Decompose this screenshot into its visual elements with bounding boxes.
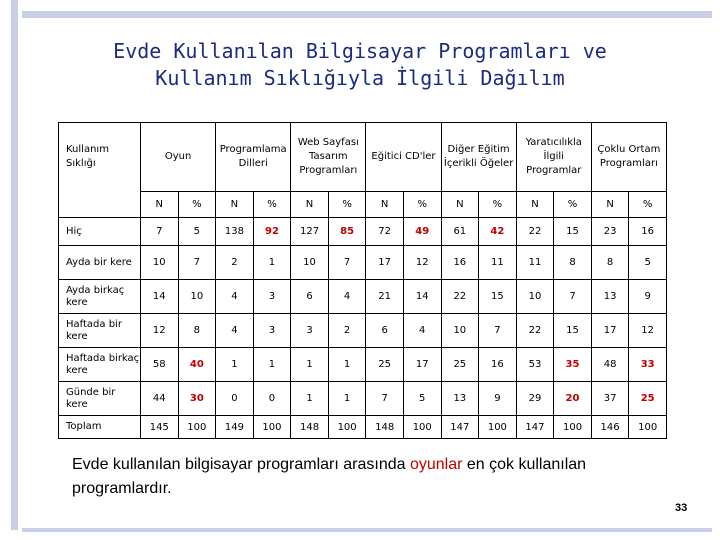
table-cell: 92 <box>253 218 291 246</box>
table-cell: 10 <box>291 246 329 280</box>
table-cell: 5 <box>629 246 667 280</box>
table-cell: 21 <box>366 280 404 314</box>
table-cell: 8 <box>554 246 592 280</box>
table-cell: 22 <box>516 218 554 246</box>
table-cell: 17 <box>366 246 404 280</box>
table-cell: 8 <box>591 246 629 280</box>
table-cell: 35 <box>554 348 592 382</box>
note-text-end: en çok kullanılan programlardır. <box>72 456 587 497</box>
table-cell: 72 <box>366 218 404 246</box>
table-cell: 5 <box>178 218 216 246</box>
table-cell: 14 <box>141 280 179 314</box>
subheader-cell: % <box>253 192 291 218</box>
table-cell: 0 <box>216 382 254 416</box>
table-cell: 25 <box>441 348 479 382</box>
table-row <box>59 382 667 416</box>
table-cell: 138 <box>216 218 254 246</box>
table-cell: 58 <box>141 348 179 382</box>
row-label: Toplam <box>59 416 141 439</box>
note-highlight: oyunlar <box>409 456 463 473</box>
table-cell: 7 <box>554 280 592 314</box>
table-cell: 1 <box>253 246 291 280</box>
table-cell: 3 <box>291 314 329 348</box>
table-cell: 14 <box>403 280 441 314</box>
table-cell: 53 <box>516 348 554 382</box>
table-cell: 6 <box>291 280 329 314</box>
group-header: Yaratıcılıkla İlgili Programlar <box>516 123 591 192</box>
table-cell: 147 <box>441 416 479 439</box>
table-row <box>59 348 667 382</box>
group-header: Çoklu Ortam Programları <box>591 123 666 192</box>
group-header: Oyun <box>141 123 216 192</box>
table-cell: 2 <box>328 314 366 348</box>
table-cell: 1 <box>328 382 366 416</box>
table-row <box>59 416 667 439</box>
subheader-cell: % <box>328 192 366 218</box>
subheader-row <box>59 192 667 218</box>
table-cell: 16 <box>629 218 667 246</box>
table-cell: 9 <box>479 382 517 416</box>
subheader-cell: % <box>554 192 592 218</box>
row-label: Haftada bir kere <box>59 314 141 348</box>
table-cell: 13 <box>441 382 479 416</box>
subheader-blank <box>59 192 141 218</box>
table-cell: 1 <box>291 348 329 382</box>
table-cell: 100 <box>479 416 517 439</box>
row-label: Hiç <box>59 218 141 246</box>
table-cell: 6 <box>366 314 404 348</box>
table-cell: 100 <box>178 416 216 439</box>
table-cell: 1 <box>216 348 254 382</box>
table-cell: 15 <box>479 280 517 314</box>
group-header: Diğer Eğitim İçerikli Öğeler <box>441 123 516 192</box>
subheader-cell: % <box>479 192 517 218</box>
table-cell: 22 <box>516 314 554 348</box>
table-cell: 127 <box>291 218 329 246</box>
table-cell: 1 <box>253 348 291 382</box>
table-cell: 4 <box>328 280 366 314</box>
table-cell: 11 <box>479 246 517 280</box>
table-cell: 1 <box>328 348 366 382</box>
subheader-cell: N <box>516 192 554 218</box>
table-cell: 7 <box>366 382 404 416</box>
table-cell: 100 <box>554 416 592 439</box>
subheader-cell: N <box>141 192 179 218</box>
table-cell: 2 <box>216 246 254 280</box>
table-cell: 100 <box>629 416 667 439</box>
table-cell: 23 <box>591 218 629 246</box>
group-header: Programlama Dilleri <box>216 123 291 192</box>
subheader-cell: N <box>216 192 254 218</box>
table-cell: 7 <box>328 246 366 280</box>
bottom-decor-bar <box>22 528 712 532</box>
subheader-cell: % <box>178 192 216 218</box>
table-cell: 145 <box>141 416 179 439</box>
row-label: Ayda bir kere <box>59 246 141 280</box>
note-text: Evde kullanılan bilgisayar programları arasında <box>72 456 410 473</box>
table-row <box>59 314 667 348</box>
table-cell: 10 <box>516 280 554 314</box>
table-cell: 100 <box>253 416 291 439</box>
group-header: Web Sayfası Tasarım Programları <box>291 123 366 192</box>
subheader-cell: % <box>403 192 441 218</box>
table-cell: 4 <box>216 314 254 348</box>
table-cell: 1 <box>291 382 329 416</box>
table-cell: 12 <box>141 314 179 348</box>
table-cell: 16 <box>441 246 479 280</box>
title-line-2: Kullanım Sıklığıyla İlgili Dağılım <box>155 66 565 90</box>
table-body <box>59 218 667 439</box>
table-cell: 3 <box>253 280 291 314</box>
table-cell: 22 <box>441 280 479 314</box>
table-row <box>59 246 667 280</box>
table-cell: 12 <box>403 246 441 280</box>
subheader-cell: N <box>591 192 629 218</box>
table-cell: 25 <box>366 348 404 382</box>
table-cell: 44 <box>141 382 179 416</box>
table-cell: 9 <box>629 280 667 314</box>
table-cell: 7 <box>141 218 179 246</box>
table-row <box>59 280 667 314</box>
table-cell: 7 <box>479 314 517 348</box>
subheader-cell: % <box>629 192 667 218</box>
table-cell: 100 <box>328 416 366 439</box>
table-cell: 17 <box>591 314 629 348</box>
table-cell: 30 <box>178 382 216 416</box>
table-cell: 149 <box>216 416 254 439</box>
table-cell: 7 <box>178 246 216 280</box>
table-cell: 8 <box>178 314 216 348</box>
subheader-cell: N <box>366 192 404 218</box>
table-cell: 146 <box>591 416 629 439</box>
table-cell: 15 <box>554 314 592 348</box>
left-decor-bar <box>11 0 18 530</box>
summary-note <box>72 453 672 501</box>
table-cell: 37 <box>591 382 629 416</box>
table-cell: 16 <box>479 348 517 382</box>
table-cell: 49 <box>403 218 441 246</box>
slide-title <box>60 38 660 92</box>
table-row <box>59 218 667 246</box>
table-cell: 85 <box>328 218 366 246</box>
group-header: Eğitici CD'ler <box>366 123 441 192</box>
table-cell: 48 <box>591 348 629 382</box>
table-cell: 4 <box>216 280 254 314</box>
table-cell: 5 <box>403 382 441 416</box>
table-cell: 17 <box>403 348 441 382</box>
group-header-row <box>59 123 667 192</box>
row-label: Haftada birkaç kere <box>59 348 141 382</box>
table-cell: 11 <box>516 246 554 280</box>
subheader-cell: N <box>441 192 479 218</box>
row-header-label: Kullanım Sıklığı <box>59 123 141 192</box>
table-cell: 100 <box>403 416 441 439</box>
page-number: 33 <box>675 502 688 514</box>
table-cell: 33 <box>629 348 667 382</box>
table-cell: 13 <box>591 280 629 314</box>
top-decor-bar <box>22 11 712 18</box>
table-cell: 148 <box>291 416 329 439</box>
table-cell: 148 <box>366 416 404 439</box>
table-cell: 10 <box>441 314 479 348</box>
table-cell: 0 <box>253 382 291 416</box>
title-line-1: Evde Kullanılan Bilgisayar Programları ve <box>113 39 607 63</box>
subheader-cell: N <box>291 192 329 218</box>
row-label: Ayda birkaç kere <box>59 280 141 314</box>
frequency-table <box>58 122 667 439</box>
table-cell: 3 <box>253 314 291 348</box>
table-cell: 61 <box>441 218 479 246</box>
table-cell: 20 <box>554 382 592 416</box>
table-cell: 40 <box>178 348 216 382</box>
table-cell: 29 <box>516 382 554 416</box>
row-label: Günde bir kere <box>59 382 141 416</box>
table-cell: 25 <box>629 382 667 416</box>
table-cell: 10 <box>178 280 216 314</box>
table-cell: 10 <box>141 246 179 280</box>
table-cell: 147 <box>516 416 554 439</box>
table-cell: 15 <box>554 218 592 246</box>
table-cell: 42 <box>479 218 517 246</box>
table-cell: 12 <box>629 314 667 348</box>
table-cell: 4 <box>403 314 441 348</box>
